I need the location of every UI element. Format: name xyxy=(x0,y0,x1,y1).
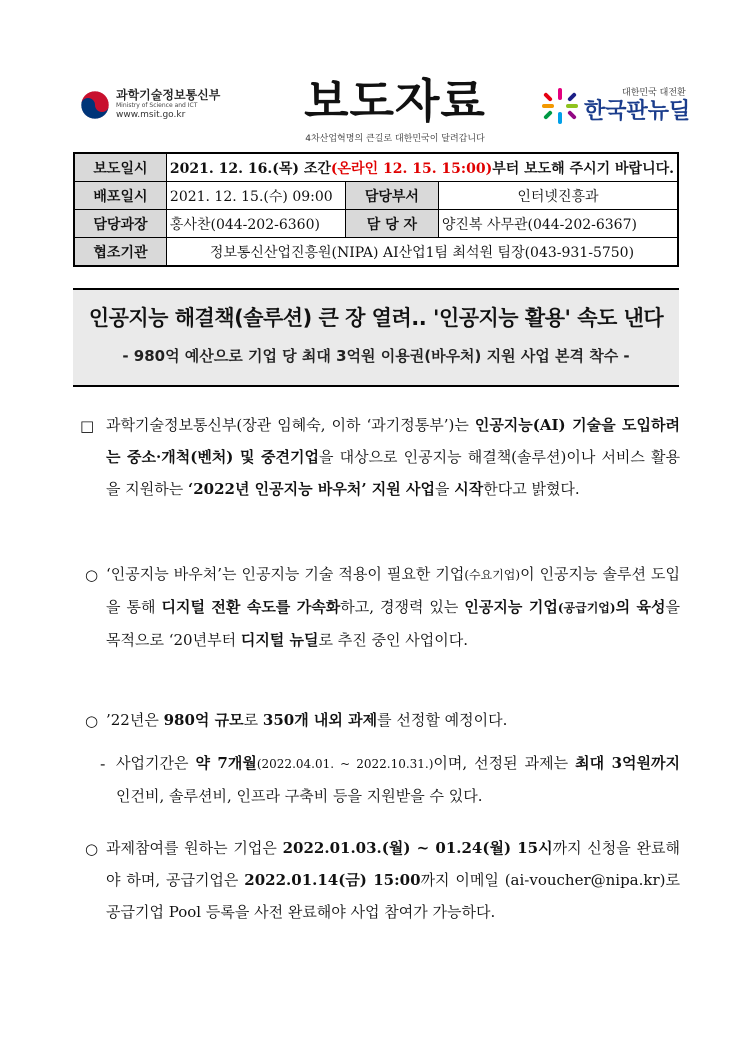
budget-text-3: 를 선정할 예정이다. xyxy=(377,711,508,729)
korean-new-deal-logo xyxy=(540,86,690,126)
release-info-table xyxy=(73,152,679,267)
purpose-ai-company: 인공지능 기업 xyxy=(464,598,558,616)
ministry-url: www.msit.go.kr xyxy=(116,110,186,120)
intro-text: 과학기술정보통신부(장관 임혜숙, 이하 ‘과기정통부’)는 xyxy=(106,416,475,434)
cooperation-label: 협조기관 xyxy=(74,238,166,267)
release-date: 2021. 12. 16.(목) 조간 xyxy=(169,160,331,177)
release-note: 부터 보도해 주시기 바랍니다. xyxy=(492,160,674,177)
staff-label: 담 당 자 xyxy=(345,210,438,238)
purpose-supply: (공급기업) xyxy=(557,601,616,615)
purpose-growth: 의 육성 xyxy=(615,598,666,616)
header xyxy=(0,0,750,150)
paragraph-period xyxy=(116,747,680,812)
purpose-text-4: 을 목적으로 ‘20년부터 xyxy=(106,598,680,649)
cooperation-value: 정보통신산업진흥원(NIPA) AI산업1팀 최석원 팀장(043-931-5750) xyxy=(166,238,678,267)
ministry-logo xyxy=(80,88,220,121)
distribute-value: 2021. 12. 15.(수) 09:00 xyxy=(166,182,345,210)
press-release-title: 보도자료 xyxy=(304,74,486,128)
release-online-time: (온라인 12. 15. 15:00) xyxy=(330,160,493,177)
application-period: 2022.01.03.(월) ~ 01.24(월) 15시 xyxy=(282,839,553,857)
dash-bullet: - xyxy=(100,755,106,773)
square-bullet: □ xyxy=(80,417,95,435)
budget-projects: 350개 내외 과제 xyxy=(262,711,378,729)
circle-bullet: ○ xyxy=(85,840,99,858)
ministry-english-name: Ministry of Science and ICT xyxy=(116,102,198,109)
intro-text-2: 을 대상으로 인공지능 해결책(솔루션)이나 서비스 활용을 지원하는 xyxy=(106,448,681,498)
intro-text-3: 을 xyxy=(434,480,455,498)
circle-bullet: ○ xyxy=(85,566,99,584)
budget-text-2: 로 xyxy=(243,711,263,729)
period-dates: (2022.04.01. ~ 2022.10.31.) xyxy=(256,757,434,771)
taegeuk-emblem-icon xyxy=(80,90,110,120)
intro-program: ‘2022년 인공지능 바우처’ 지원 사업 xyxy=(188,480,435,498)
paragraph-voucher-purpose xyxy=(106,558,680,656)
manager-label: 담당과장 xyxy=(74,210,166,238)
headline-box xyxy=(73,288,679,387)
purpose-digital: 디지털 전환 속도를 가속화 xyxy=(161,598,341,616)
new-deal-title: 한국판뉴딜 xyxy=(584,99,691,124)
paragraph-intro xyxy=(106,409,680,505)
application-supplier-deadline: 2022.01.14(금) 15:00 xyxy=(244,871,421,889)
release-label: 보도일시 xyxy=(74,153,166,182)
application-text: 과제참여를 원하는 기업은 xyxy=(106,839,283,857)
distribute-row xyxy=(74,182,678,210)
intro-text-4: 한다고 밝혔다. xyxy=(483,480,580,498)
manager-row xyxy=(74,210,678,238)
period-duration: 약 7개월 xyxy=(195,754,257,772)
purpose-text-3: 하고, 경쟁력 있는 xyxy=(340,598,465,616)
budget-text: ’22년은 xyxy=(106,711,164,729)
cooperation-row xyxy=(74,238,678,267)
department-label: 담당부서 xyxy=(345,182,438,210)
slogan: 4차산업혁명의 큰길로 대한민국이 달려갑니다 xyxy=(305,134,485,144)
department-value: 인터넷진흥과 xyxy=(438,182,678,210)
manager-value: 홍사찬(044-202-6360) xyxy=(166,210,345,238)
paragraph-budget xyxy=(106,704,680,736)
purpose-text-5: 로 추진 중인 사업이다. xyxy=(318,631,468,649)
distribute-label: 배포일시 xyxy=(74,182,166,210)
staff-value: 양진복 사무관(044-202-6367) xyxy=(438,210,678,238)
budget-amount: 980억 규모 xyxy=(163,711,244,729)
purpose-demand: (수요기업) xyxy=(464,568,521,582)
application-text-3: 까지 이메일 (ai-voucher@nipa.kr)로 공급기업 Pool 등록을 사전 완료해야 사업 참여가 가능하다. xyxy=(106,871,680,921)
purpose-text: ‘인공지능 바우처’는 인공지능 기술 적용이 필요한 기업 xyxy=(106,565,465,583)
intro-target: 인공지능(AI) 기술을 도입하려는 중소·개척(벤처) 및 중견기업 xyxy=(106,416,680,466)
subheadline: - 980억 예산으로 기업 당 최대 3억원 이용권(바우처) 지원 사업 본격 착수 - xyxy=(122,347,630,365)
new-deal-subtitle: 대한민국 대전환 xyxy=(622,88,686,98)
paragraph-application xyxy=(106,832,680,928)
release-row xyxy=(74,153,678,182)
circle-bullet: ○ xyxy=(85,712,99,730)
purpose-text-2: 이 인공지능 솔루션 도입을 통해 xyxy=(106,565,680,616)
new-deal-burst-icon xyxy=(540,86,580,126)
period-text-2: 이며, 선정된 과제는 xyxy=(433,754,576,772)
period-max-support: 최대 3억원까지 xyxy=(575,754,680,772)
headline: 인공지능 해결책(솔루션) 큰 장 열려.. '인공지능 활용' 속도 낸다 xyxy=(88,306,664,330)
purpose-new-deal: 디지털 뉴딜 xyxy=(240,631,319,649)
application-text-2: 까지 신청을 완료해야 하며, 공급기업은 xyxy=(106,839,680,889)
period-text: 사업기간은 xyxy=(116,754,196,772)
ministry-name: 과학기술정보통신부 xyxy=(116,88,221,102)
release-value xyxy=(166,153,678,182)
period-text-3: 인건비, 솔루션비, 인프라 구축비 등을 지원받을 수 있다. xyxy=(116,787,483,805)
intro-start: 시작 xyxy=(454,480,484,498)
